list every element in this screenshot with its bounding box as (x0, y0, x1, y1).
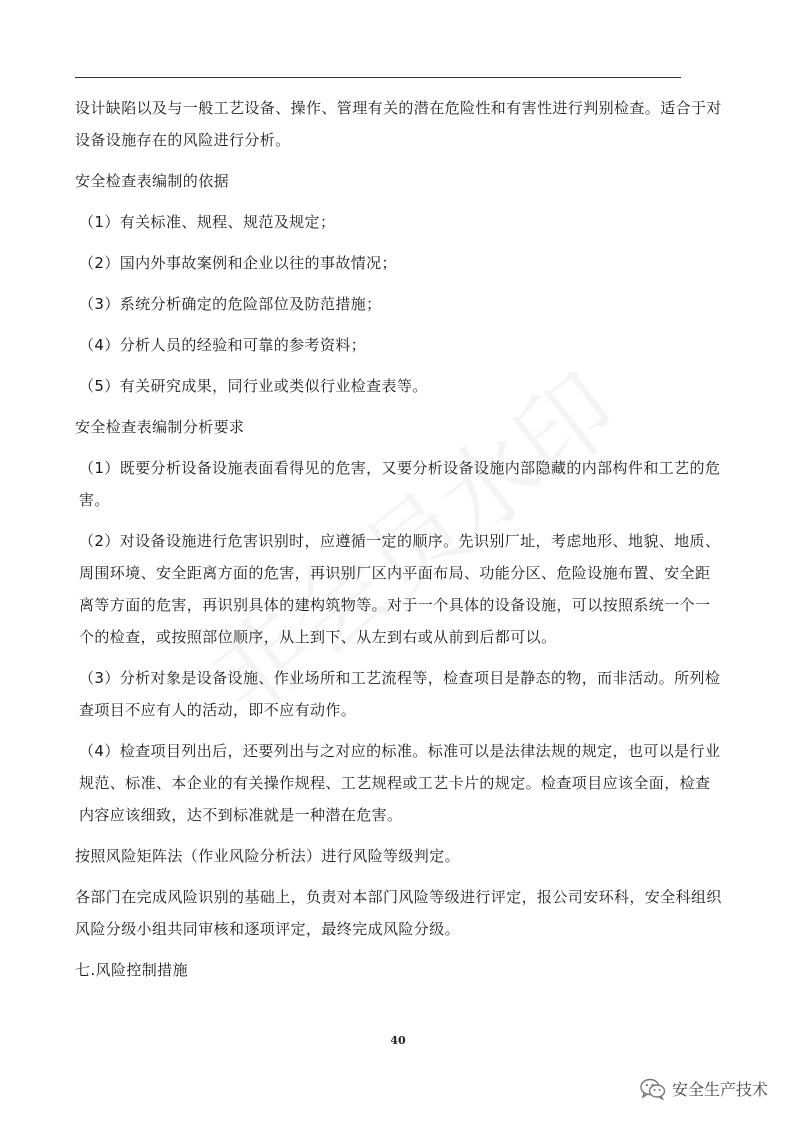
brand-badge (640, 1077, 768, 1100)
heading-checklist-basis: 安全检查表编制的依据 (75, 172, 230, 190)
list-item: （3）分析对象是设备设施、作业场所和工艺流程等，检查项目是静态的物，而非活动。所列检查项目不应有人的活动，即不应有动作。 (79, 669, 721, 719)
wechat-icon (640, 1078, 666, 1100)
paragraph-risk-grading: 各部门在完成风险识别的基础上，负责对本部门风险等级进行评定，报公司安环科，安全科组织风险分级小组共同审核和逐项评定，最终完成风险分级。 (75, 888, 722, 938)
header-rule (75, 77, 681, 78)
paragraph-risk-matrix: 按照风险矩阵法（作业风险分析法）进行风险等级判定。 (75, 847, 461, 865)
paragraph-intro: 设计缺陷以及与一般工艺设备、操作、管理有关的潜在危险性和有害性进行判别检查。适合于对设备设施存在的风险进行分析。 (75, 99, 722, 149)
section-heading: 七.风险控制措施 (75, 961, 188, 979)
list-item: （4）分析人员的经验和可靠的参考资料； (79, 336, 367, 354)
list-item: （3）系统分析确定的危险部位及防范措施； (79, 295, 382, 313)
list-item: （5）有关研究成果，同行业或类似行业检查表等。 (79, 377, 428, 395)
list-item: （2）国内外事故案例和企业以往的事故情况； (79, 254, 397, 272)
list-item: （1）有关标准、规程、规范及规定； (79, 213, 336, 231)
page-number: 40 (390, 1034, 406, 1047)
list-item: （2）对设备设施进行危害识别时，应遵循一定的顺序。先识别厂址，考虑地形、地貌、地质、周围环境、安全距离方面的危害，再识别厂区内平面布局、功能分区、危险设施布置、安全距离等方面的危害，再识别具体的建构筑物等。对于一个具体的设备设施，可以按照系统一个一个的检查，或按照部位顺序，从上到下、从左到右或从前到后都可以。 (79, 532, 721, 646)
list-item: （4）检查项目列出后，还要列出与之对应的标准。标准可以是法律法规的规定，也可以是行业规范、标准、本企业的有关操作规程、工艺规程或工艺卡片的规定。检查项目应该全面，检查内容应该细致，达不到标准就是一种潜在危害。 (79, 742, 721, 824)
list-item: （1）既要分析设备设施表面看得见的危害，又要分析设备设施内部隐藏的内部构件和工艺的危害。 (79, 459, 721, 509)
document-body (75, 92, 725, 995)
brand-name: 安全生产技术 (671, 1080, 768, 1099)
heading-checklist-requirements: 安全检查表编制分析要求 (75, 418, 245, 436)
